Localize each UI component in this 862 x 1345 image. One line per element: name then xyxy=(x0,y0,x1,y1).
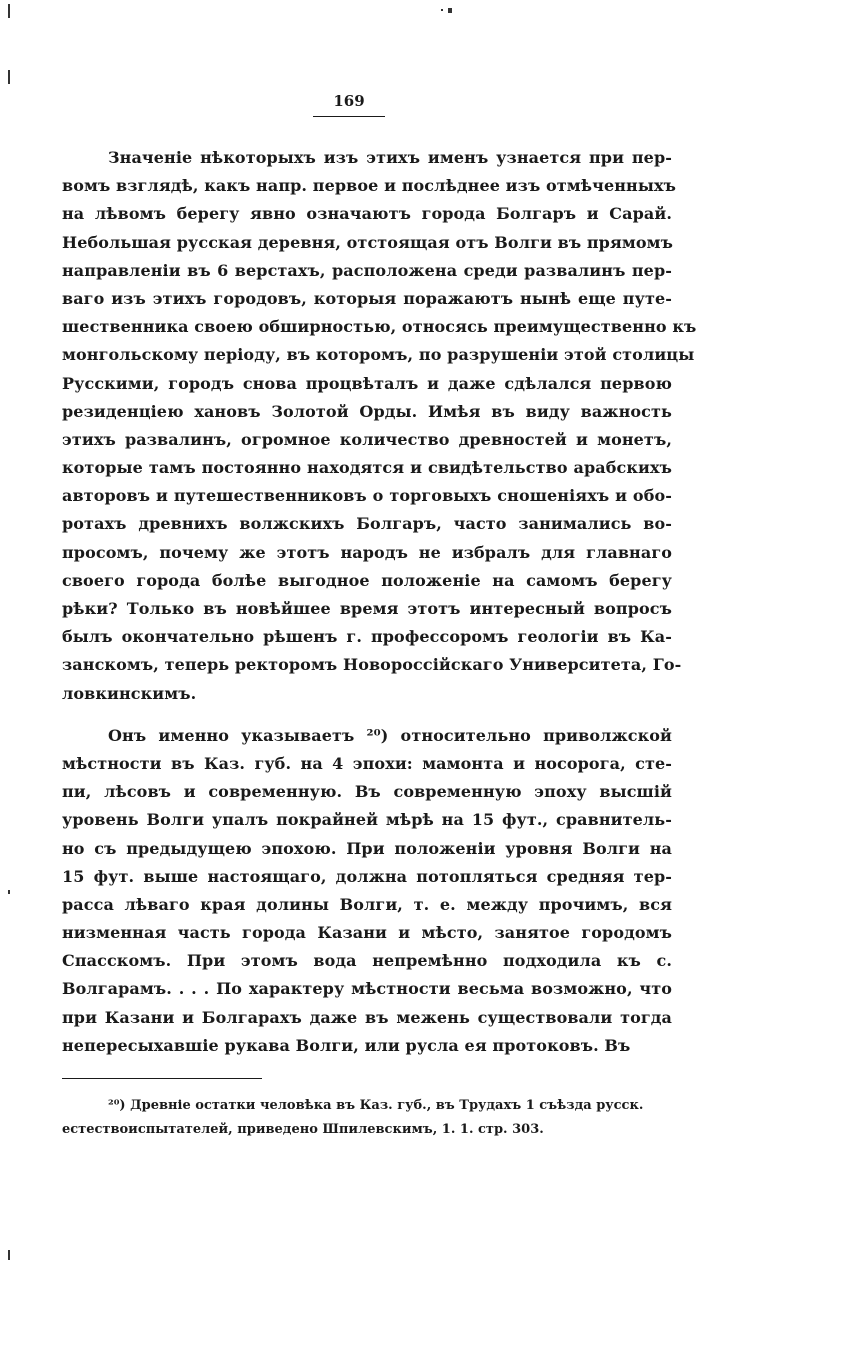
text-line: уровень Волги упалъ покрайней мѣрѣ на 15 фут., сравнитель- xyxy=(62,810,672,830)
text-line: Небольшая русская деревня, отстоящая отъ Волги въ прямомъ xyxy=(62,232,674,252)
footnote-rule xyxy=(62,1078,262,1079)
scan-mark xyxy=(8,1250,10,1260)
text-line: Волгарамъ. . . . По характеру мѣстности весьма возможно, что xyxy=(62,979,672,999)
scan-mark xyxy=(8,890,10,894)
text-line: пи, лѣсовъ и современную. Въ современную эпоху высшій xyxy=(62,782,672,802)
text-line: низменная часть города Казани и мѣсто, занятое городомъ xyxy=(62,923,672,943)
paragraph-2 xyxy=(62,722,672,1060)
text-line: расса лѣваго края долины Волги, т. е. между прочимъ, вся xyxy=(62,894,672,914)
text-line: просомъ, почему же этотъ народъ не избралъ для главнаго xyxy=(62,542,672,562)
text-line: при Казани и Болгарахъ даже въ межень существовали тогда xyxy=(62,1007,672,1027)
footnote-line: ²⁰) Древніе остатки человѣка въ Каз. губ., въ Трудахъ 1 съѣзда русск. xyxy=(108,1098,644,1113)
text-line: но съ предыдущею эпохою. При положеніи уровня Волги на xyxy=(62,838,672,858)
text-line: резиденціею хановъ Золотой Орды. Имѣя въ виду важность xyxy=(62,401,672,421)
text-line: своего города болѣе выгодное положеніе на самомъ берегу xyxy=(62,570,672,590)
page-number-rule xyxy=(313,116,385,117)
text-line: мѣстности въ Каз. губ. на 4 эпохи: мамонта и носорога, сте- xyxy=(62,753,672,773)
text-line: шественника своею обширностью, относясь преимущественно къ xyxy=(62,317,697,337)
text-line: которые тамъ постоянно находятся и свидѣтельство арабскихъ xyxy=(62,458,672,478)
text-line: авторовъ и путешественниковъ о торговыхъ сношеніяхъ и обо- xyxy=(62,486,672,506)
scan-mark xyxy=(8,4,10,18)
scan-mark xyxy=(441,9,443,11)
text-line: Онъ именно указываетъ ²⁰) относительно приволжской xyxy=(108,725,672,745)
footnotes xyxy=(62,1094,672,1142)
text-line: Русскими, городъ снова процвѣталъ и даже сдѣлался первою xyxy=(62,373,672,393)
scan-mark xyxy=(448,8,452,13)
page-number: 169 xyxy=(333,92,365,110)
text-line: непересыхавшіе рукава Волги, или русла ея протоковъ. Въ xyxy=(62,1035,631,1055)
text-line: монгольскому періоду, въ которомъ, по разрушеніи этой столицы xyxy=(62,345,695,365)
text-line: былъ окончательно рѣшенъ г. профессоромъ геологіи въ Ка- xyxy=(62,627,672,647)
text-line: этихъ развалинъ, огромное количество древностей и монетъ, xyxy=(62,429,672,449)
text-line: направленіи въ 6 верстахъ, расположена среди развалинъ пер- xyxy=(62,260,672,280)
text-line: вомъ взглядѣ, какъ напр. первое и послѣднее изъ отмѣченныхъ xyxy=(62,176,676,196)
text-line: рѣки? Только въ новѣйшее время этотъ интересный вопросъ xyxy=(62,599,672,618)
text-line: Значеніе нѣкоторыхъ изъ этихъ именъ узнается при пер- xyxy=(108,148,672,167)
paragraph-1 xyxy=(62,144,697,708)
body-text xyxy=(62,144,697,1060)
footnote-line: естествоиспытателей, приведено Шпилевскимъ, 1. 1. стр. 303. xyxy=(62,1122,544,1137)
paragraph-gap xyxy=(62,708,672,722)
text-line: на лѣвомъ берегу явно означаютъ города Болгаръ и Сарай. xyxy=(62,204,672,224)
text-line: ротахъ древнихъ волжскихъ Болгаръ, часто занимались во- xyxy=(62,514,672,534)
scan-mark xyxy=(8,70,10,84)
text-line: занскомъ, теперь ректоромъ Новороссійскаго Университета, Го- xyxy=(62,655,682,675)
text-line: ваго изъ этихъ городовъ, которыя поражаютъ нынѣ еще путе- xyxy=(62,288,672,308)
text-line: Спасскомъ. При этомъ вода непремѣнно подходила къ с. xyxy=(62,951,672,971)
text-line: ловкинскимъ. xyxy=(62,683,197,703)
text-line: 15 фут. выше настоящаго, должна потопляться средняя тер- xyxy=(62,866,672,886)
